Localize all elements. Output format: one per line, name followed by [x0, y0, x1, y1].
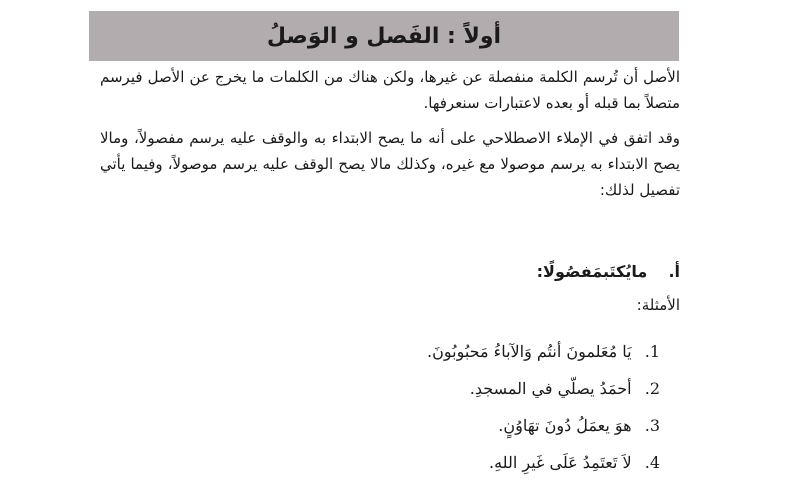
example-number: 3. [644, 416, 660, 435]
example-text: لاَ تَعتَمِدُ عَلَى غَيرِ اللهِ. [489, 453, 632, 472]
intro-paragraph: الأصل أن تُرسم الكلمة منفصلة عن غيرها، ولكن هناك من الكلمات ما يخرج عن الأصل فيرسم متصلاً بما قبله أو بعده لاعتبارات سنعرفها. [100, 68, 680, 112]
example-item [427, 444, 680, 481]
rule-paragraph: وقد اتفق في الإملاء الاصطلاحي على أنه ما يصح الابتداء به والوقف عليه يرسم مفصولاً، ومالا يصح الابتداء به يرسم موصولا مع غيره، وكذلك مالا يصح الوقف عليه يرسم موصولاً، وفيما يأتي تفصيل لذلك: [100, 129, 680, 199]
example-item [427, 407, 680, 444]
example-text: يَا مُعَلمونَ أنتُم وَالآباءُ مَحبُوبُونَ. [427, 342, 632, 361]
section-title: أولاً : الفَصل و الوَصلُ [266, 23, 502, 49]
example-number: 2. [644, 379, 660, 398]
example-number: 4. [644, 453, 660, 472]
example-item [427, 370, 680, 407]
subsection-heading [537, 262, 680, 281]
examples-list [427, 333, 680, 481]
section-header-bar [89, 11, 679, 61]
example-number: 1. [644, 342, 660, 361]
example-text: هوَ يعمَلُ دُونَ تهَاوُنٍ. [498, 416, 632, 435]
subsection-title: مايُكتَبمَفصُولًا: [536, 262, 648, 281]
example-item [427, 333, 680, 370]
example-text: أحمَدُ يصلّي في المسجدِ. [469, 379, 632, 398]
examples-label: الأمثلة: [636, 296, 680, 314]
subsection-marker: أ. [668, 262, 680, 281]
